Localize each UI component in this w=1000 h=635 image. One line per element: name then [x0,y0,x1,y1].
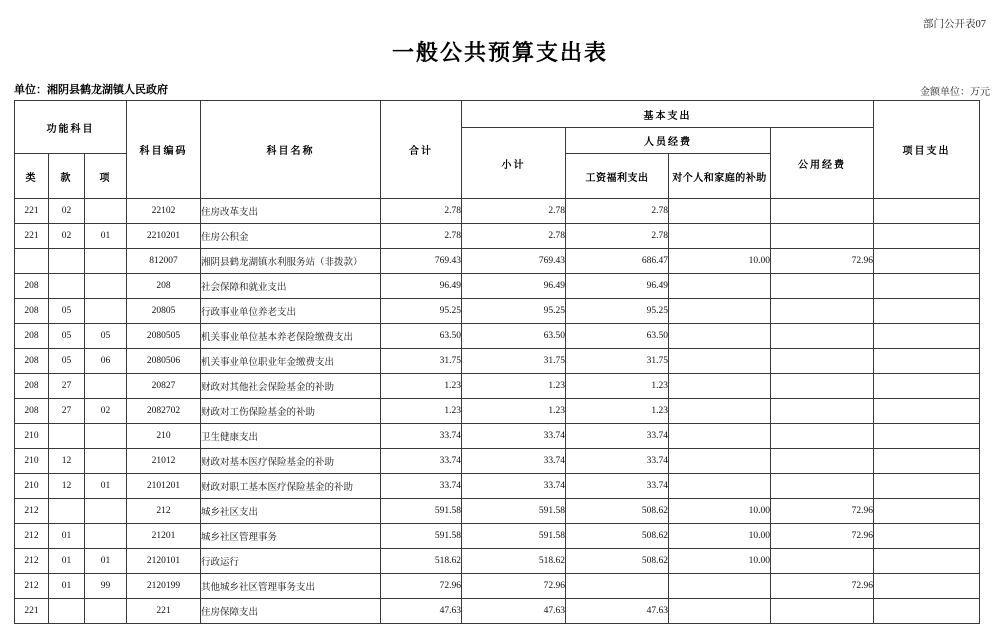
cell-project [874,474,980,499]
cell-total: 1.23 [381,399,462,424]
cell-total: 33.74 [381,474,462,499]
cell-wage: 47.63 [566,599,669,624]
cell-project [874,199,980,224]
cell-sec: 05 [49,299,85,324]
cell-family [669,224,771,249]
cell-project [874,349,980,374]
cell-family [669,274,771,299]
cell-project [874,549,980,574]
cell-public: 72.96 [771,249,874,274]
table-row [15,349,980,374]
cell-item [85,199,127,224]
cell-total: 769.43 [381,249,462,274]
cell-name: 湘阴县鹤龙湖镇水利服务站（非拨款） [201,249,381,274]
cell-subtotal: 33.74 [462,474,566,499]
cell-subtotal: 95.25 [462,299,566,324]
header-public: 公用经费 [771,128,874,199]
cell-sec: 01 [49,549,85,574]
cell-item: 01 [85,224,127,249]
cell-cls: 208 [15,349,49,374]
cell-item [85,599,127,624]
amount-unit-label: 金额单位：万元 [920,87,990,98]
header-name: 科目名称 [201,101,381,199]
table-row [15,299,980,324]
cell-code: 208 [127,274,201,299]
cell-subtotal: 72.96 [462,574,566,599]
cell-cls: 208 [15,274,49,299]
cell-public [771,349,874,374]
cell-name: 社会保障和就业支出 [201,274,381,299]
cell-family [669,349,771,374]
cell-family [669,199,771,224]
cell-item: 06 [85,349,127,374]
cell-sec: 27 [49,374,85,399]
cell-sec: 01 [49,574,85,599]
cell-code: 2120101 [127,549,201,574]
table-row [15,199,980,224]
header-code: 科目编码 [127,101,201,199]
cell-project [874,524,980,549]
cell-name: 财政对其他社会保险基金的补助 [201,374,381,399]
cell-total: 2.78 [381,199,462,224]
cell-project [874,374,980,399]
cell-total: 2.78 [381,224,462,249]
cell-subtotal: 591.58 [462,499,566,524]
cell-wage: 33.74 [566,424,669,449]
cell-name: 财政对基本医疗保险基金的补助 [201,449,381,474]
cell-item: 01 [85,474,127,499]
cell-code: 2082702 [127,399,201,424]
cell-code: 21201 [127,524,201,549]
cell-subtotal: 33.74 [462,449,566,474]
cell-subtotal: 2.78 [462,199,566,224]
header-subtotal: 小计 [462,128,566,199]
cell-total: 96.49 [381,274,462,299]
cell-subtotal: 63.50 [462,324,566,349]
cell-family [669,474,771,499]
cell-public: 72.96 [771,574,874,599]
header-family-subsidy: 对个人和家庭的补助 [669,154,771,199]
cell-public [771,274,874,299]
table-row [15,274,980,299]
cell-wage: 1.23 [566,374,669,399]
cell-public [771,374,874,399]
table-row [15,424,980,449]
cell-project [874,449,980,474]
cell-sec: 27 [49,399,85,424]
cell-name: 其他城乡社区管理事务支出 [201,574,381,599]
cell-total: 31.75 [381,349,462,374]
cell-wage: 31.75 [566,349,669,374]
cell-public [771,224,874,249]
cell-name: 住房保障支出 [201,599,381,624]
cell-family [669,374,771,399]
cell-family [669,299,771,324]
budget-table [14,100,980,624]
table-row [15,224,980,249]
cell-subtotal: 31.75 [462,349,566,374]
cell-sec [49,249,85,274]
cell-wage: 63.50 [566,324,669,349]
cell-project [874,274,980,299]
cell-public [771,399,874,424]
cell-family [669,399,771,424]
table-row [15,474,980,499]
cell-public [771,199,874,224]
cell-total: 63.50 [381,324,462,349]
cell-name: 城乡社区管理事务 [201,524,381,549]
cell-public [771,549,874,574]
cell-sec: 01 [49,524,85,549]
cell-subtotal: 47.63 [462,599,566,624]
cell-wage: 2.78 [566,224,669,249]
cell-cls: 212 [15,524,49,549]
cell-code: 20805 [127,299,201,324]
header-project: 项目支出 [874,101,980,199]
cell-code: 221 [127,599,201,624]
cell-wage [566,574,669,599]
cell-public [771,299,874,324]
header-section: 款 [49,154,85,199]
cell-name: 住房改革支出 [201,199,381,224]
table-row [15,524,980,549]
cell-subtotal: 2.78 [462,224,566,249]
cell-code: 812007 [127,249,201,274]
cell-public [771,449,874,474]
cell-wage: 33.74 [566,474,669,499]
cell-item: 05 [85,324,127,349]
cell-item [85,449,127,474]
cell-cls: 210 [15,424,49,449]
cell-item: 02 [85,399,127,424]
cell-name: 城乡社区支出 [201,499,381,524]
cell-cls: 212 [15,574,49,599]
cell-total: 591.58 [381,499,462,524]
cell-project [874,324,980,349]
cell-wage: 1.23 [566,399,669,424]
table-row [15,249,980,274]
cell-item [85,524,127,549]
header-class: 类 [15,154,49,199]
cell-item [85,499,127,524]
cell-project [874,299,980,324]
cell-project [874,249,980,274]
cell-name: 财政对工伤保险基金的补助 [201,399,381,424]
header-func-subject: 功能科目 [15,101,127,154]
cell-name: 行政事业单位养老支出 [201,299,381,324]
cell-wage: 96.49 [566,274,669,299]
cell-item [85,299,127,324]
cell-subtotal: 591.58 [462,524,566,549]
cell-family [669,324,771,349]
table-row [15,499,980,524]
cell-cls: 221 [15,224,49,249]
cell-sec [49,499,85,524]
cell-family: 10.00 [669,499,771,524]
table-row [15,599,980,624]
table-body [15,199,980,624]
cell-family: 10.00 [669,549,771,574]
cell-project [874,499,980,524]
cell-code: 22102 [127,199,201,224]
cell-total: 1.23 [381,374,462,399]
cell-wage: 2.78 [566,199,669,224]
cell-public: 72.96 [771,524,874,549]
cell-family: 10.00 [669,524,771,549]
cell-item [85,274,127,299]
cell-wage: 508.62 [566,549,669,574]
cell-sec: 12 [49,474,85,499]
cell-cls: 221 [15,599,49,624]
table-row [15,374,980,399]
header-item: 项 [85,154,127,199]
cell-public [771,324,874,349]
cell-subtotal: 1.23 [462,399,566,424]
cell-project [874,574,980,599]
cell-code: 2080505 [127,324,201,349]
table-row [15,324,980,349]
cell-item [85,249,127,274]
cell-public [771,424,874,449]
page-title: 一般公共预算支出表 [391,40,608,65]
cell-item [85,424,127,449]
cell-name: 财政对职工基本医疗保险基金的补助 [201,474,381,499]
table-row [15,399,980,424]
cell-cls: 208 [15,374,49,399]
cell-code: 2080506 [127,349,201,374]
cell-project [874,224,980,249]
cell-sec: 02 [49,199,85,224]
doc-label: 部门公开表07 [923,19,986,30]
header-wage: 工资福利支出 [566,154,669,199]
cell-sec: 05 [49,324,85,349]
cell-family [669,599,771,624]
table-row [15,574,980,599]
header-personnel: 人员经费 [566,128,771,154]
cell-sec: 02 [49,224,85,249]
cell-wage: 33.74 [566,449,669,474]
cell-wage: 95.25 [566,299,669,324]
cell-total: 47.63 [381,599,462,624]
cell-family [669,424,771,449]
cell-code: 212 [127,499,201,524]
cell-code: 21012 [127,449,201,474]
cell-total: 33.74 [381,449,462,474]
cell-cls: 208 [15,399,49,424]
cell-sec [49,599,85,624]
cell-total: 518.62 [381,549,462,574]
cell-total: 95.25 [381,299,462,324]
cell-name: 卫生健康支出 [201,424,381,449]
cell-cls: 221 [15,199,49,224]
cell-subtotal: 96.49 [462,274,566,299]
cell-code: 2120199 [127,574,201,599]
header-basic: 基本支出 [462,101,874,128]
table-header [15,101,980,199]
cell-wage: 686.47 [566,249,669,274]
cell-subtotal: 1.23 [462,374,566,399]
cell-cls: 208 [15,324,49,349]
meta-row [14,81,990,98]
cell-item: 99 [85,574,127,599]
unit-label: 单位：湘阴县鹤龙湖镇人民政府 [14,84,168,96]
cell-sec: 12 [49,449,85,474]
cell-cls [15,249,49,274]
cell-project [874,399,980,424]
cell-code: 20827 [127,374,201,399]
cell-cls: 208 [15,299,49,324]
cell-family [669,449,771,474]
cell-total: 72.96 [381,574,462,599]
cell-project [874,424,980,449]
cell-public [771,474,874,499]
cell-subtotal: 769.43 [462,249,566,274]
cell-code: 2101201 [127,474,201,499]
table-row [15,549,980,574]
cell-public: 72.96 [771,499,874,524]
cell-wage: 508.62 [566,524,669,549]
cell-name: 住房公积金 [201,224,381,249]
cell-sec: 05 [49,349,85,374]
cell-wage: 508.62 [566,499,669,524]
cell-item: 01 [85,549,127,574]
cell-item [85,374,127,399]
cell-total: 591.58 [381,524,462,549]
cell-sec [49,424,85,449]
header-total: 合计 [381,101,462,199]
cell-name: 机关事业单位基本养老保险缴费支出 [201,324,381,349]
cell-family [669,574,771,599]
cell-name: 行政运行 [201,549,381,574]
cell-name: 机关事业单位职业年金缴费支出 [201,349,381,374]
cell-code: 210 [127,424,201,449]
cell-cls: 210 [15,449,49,474]
cell-cls: 212 [15,499,49,524]
cell-sec [49,274,85,299]
table-row [15,449,980,474]
cell-project [874,599,980,624]
cell-cls: 212 [15,549,49,574]
cell-subtotal: 33.74 [462,424,566,449]
cell-subtotal: 518.62 [462,549,566,574]
cell-code: 2210201 [127,224,201,249]
cell-cls: 210 [15,474,49,499]
cell-family: 10.00 [669,249,771,274]
cell-public [771,599,874,624]
cell-total: 33.74 [381,424,462,449]
